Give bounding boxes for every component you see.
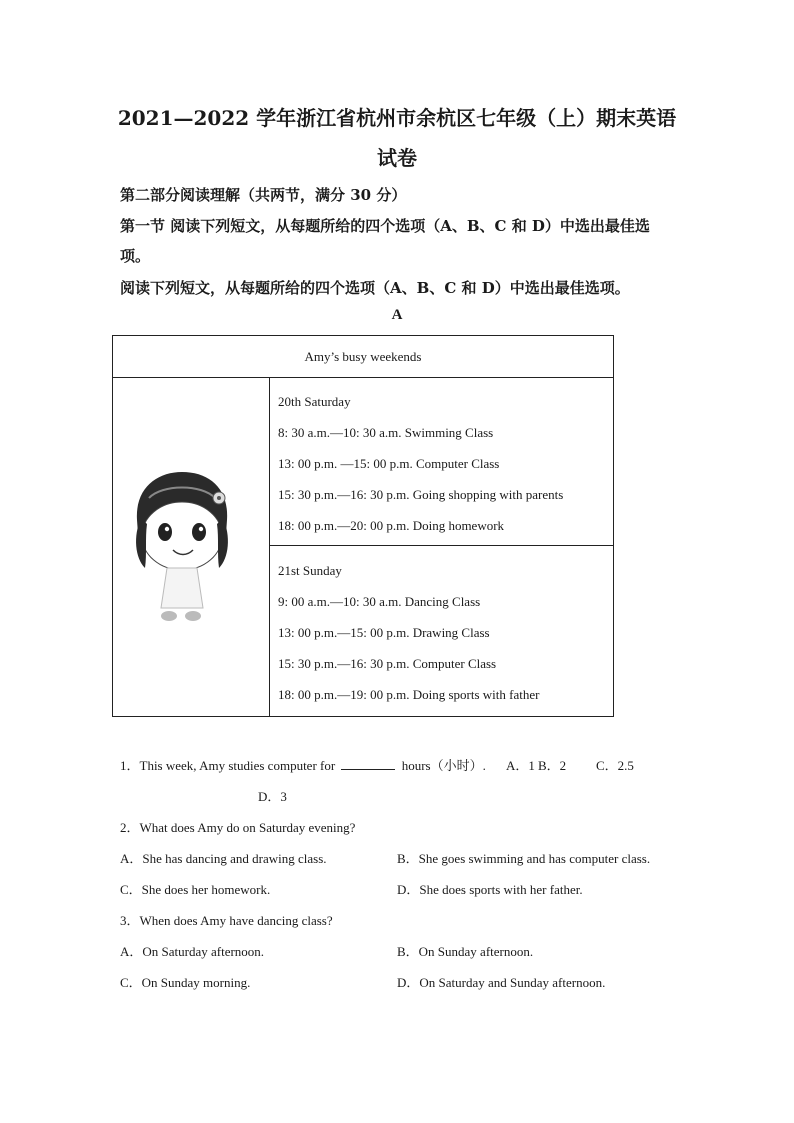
section-heading-line2: 项。 — [120, 247, 151, 265]
q2-option-b: B．She goes swimming and has computer class. — [397, 851, 651, 866]
table-heading: Amy’s busy weekends — [113, 336, 613, 378]
q1-option-a: A．1 — [506, 758, 535, 773]
exam-title-line2: 试卷 — [377, 146, 417, 170]
sunday-schedule — [270, 555, 613, 715]
q3-option-d: D．On Saturday and Sunday afternoon. — [397, 975, 606, 990]
q1-option-b: B．2 — [538, 758, 567, 773]
q2-stem: 2．What does Amy do on Saturday evening? — [120, 820, 356, 835]
q3-option-b: B．On Sunday afternoon. — [397, 944, 534, 959]
q3-option-c: C．On Sunday morning. — [120, 975, 251, 990]
exam-title-line1: 2021—2022 学年浙江省杭州市余杭区七年级（上）期末英语 — [117, 106, 677, 130]
q1-stem — [120, 756, 486, 776]
part-heading: 第二部分阅读理解（共两节，满分 30 分） — [120, 186, 407, 204]
q1-stem-after: hours（小时）. — [401, 758, 486, 773]
saturday-item: 8: 30 a.m.—10: 30 a.m. Swimming Class — [278, 425, 494, 440]
saturday-item: 13: 00 p.m. —15: 00 p.m. Computer Class — [278, 456, 500, 471]
picture-cell — [113, 378, 270, 716]
q1-blank — [341, 757, 395, 770]
q3-stem: 3．When does Amy have dancing class? — [120, 913, 333, 928]
sunday-date: 21st Sunday — [278, 563, 342, 578]
q2-option-a: A．She has dancing and drawing class. — [120, 851, 327, 866]
q2-option-d: D．She does sports with her father. — [397, 882, 583, 897]
girl-illustration — [127, 458, 237, 628]
schedule-table — [112, 335, 614, 717]
sunday-item: 9: 00 a.m.—10: 30 a.m. Dancing Class — [278, 594, 481, 609]
saturday-item: 15: 30 p.m.—16: 30 p.m. Going shopping with parents — [278, 487, 564, 502]
sunday-item: 18: 00 p.m.—19: 00 p.m. Doing sports with father — [278, 687, 540, 702]
q2-option-c: C．She does her homework. — [120, 882, 271, 897]
q1-stem-before: 1．This week, Amy studies computer for — [120, 758, 336, 773]
sunday-item: 15: 30 p.m.—16: 30 p.m. Computer Class — [278, 656, 497, 671]
sunday-item: 13: 00 p.m.—15: 00 p.m. Drawing Class — [278, 625, 490, 640]
section-heading-line1: 第一节 阅读下列短文，从每题所给的四个选项（A、B、C 和 D）中选出最佳选 — [120, 217, 650, 235]
q3-option-a: A．On Saturday afternoon. — [120, 944, 265, 959]
saturday-schedule — [270, 386, 613, 546]
q1-option-d: D．3 — [258, 789, 287, 804]
instruction: 阅读下列短文，从每题所给的四个选项（A、B、C 和 D）中选出最佳选项。 — [120, 279, 630, 297]
saturday-date: 20th Saturday — [278, 394, 351, 409]
passage-letter: A — [391, 307, 403, 323]
saturday-item: 18: 00 p.m.—20: 00 p.m. Doing homework — [278, 518, 505, 533]
q1-option-c: C．2.5 — [596, 758, 634, 773]
